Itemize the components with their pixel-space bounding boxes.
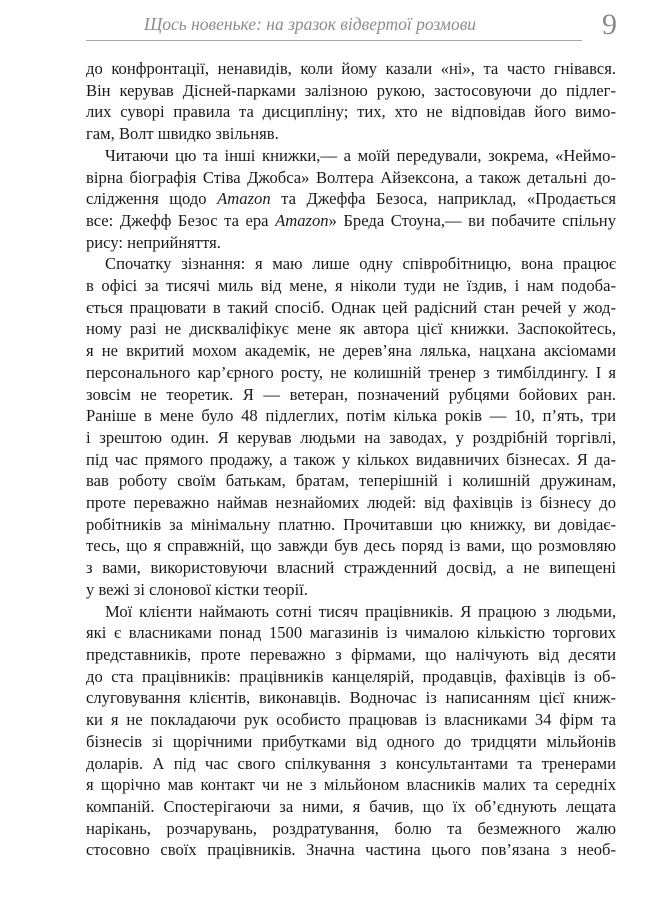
paragraph xyxy=(86,253,616,600)
text-line: Спочатку зізнання: я маю лише одну співробітницю, вона працює xyxy=(105,254,616,274)
text-line: проте переважно наймав незнайомих людей: від фахівців із бізнесу до xyxy=(86,493,616,513)
running-header xyxy=(86,8,582,41)
text-line: Він керував Дісней-парками залізною рукою, застосовуючи до підлег- xyxy=(86,80,616,100)
paragraph xyxy=(86,145,616,254)
text-line: вірна біографія Стіва Джобса» Волтера Айзексона, а також детальні до- xyxy=(86,167,616,187)
text-line: слідження щодо Amazon та Джеффа Безоса, наприклад, «Продається xyxy=(86,189,616,209)
text-line: ки я не покладаючи рук особисто працював із власниками 34 фірм та xyxy=(86,710,616,730)
body-text xyxy=(86,58,616,861)
text-line: і зрештою один. Я керував людьми на заводах, у роздрібній торгівлі, xyxy=(86,427,616,447)
text-line: які є власниками понад 1500 магазинів із чималою кількістю торгових xyxy=(86,623,616,643)
text-line: до ста працівників: працівників канцелярій, продавців, фахівців із об- xyxy=(86,666,616,686)
page-number: 9 xyxy=(602,8,617,41)
text-line: в офісі за тисячі миль від мене, я ніколи туди не їздив, і нам подоба- xyxy=(86,276,616,296)
text-line: лих суворі правила та дисципліну; тих, хто не відповідав його вимо- xyxy=(86,102,616,122)
text-line: нарікань, розчарувань, роздратування, болю та безмежного жалю xyxy=(86,818,616,838)
text-line: компаній. Спостерігаючи за ними, я бачив, що їх об’єднують лещата xyxy=(86,796,616,816)
text-line: до конфронтації, ненавидів, коли йому казали «ні», та часто гнівався. xyxy=(86,59,616,78)
text-line: ному разі не дискваліфікує мене як автора цієї книжки. Заспокойтесь, xyxy=(86,319,616,339)
text-line: у вежі зі слонової кістки теорії. xyxy=(86,579,308,599)
text-line: слуговування клієнтів, виконавців. Водночас із написанням цієї книж- xyxy=(86,688,616,708)
text-line: персонального кар’єрного росту, не колишній тренер з тимбілдингу. І я xyxy=(86,362,616,382)
text-line: доларів. А під час свого спілкування з консультантами та тренерами xyxy=(86,753,616,773)
text-line: робітників за мінімальну платню. Прочитавши цю книжку, ви довідає- xyxy=(86,514,616,534)
running-title: Щось новеньке: на зразок відвертої розмови xyxy=(144,14,477,34)
text-line: ється працювати в такий спосіб. Однак цей радісний стан речей у жод- xyxy=(86,297,616,317)
text-line: все: Джефф Безос та ера Amazon» Бреда Стоуна,— ви побачите спільну xyxy=(86,210,616,230)
text-line: тесь, що я справжній, що завжди був десь поряд із вами, що розмовляю xyxy=(86,536,616,556)
text-line: стосовно своїх працівників. Значна частина цього пов’язана з необ- xyxy=(86,840,616,860)
paragraph xyxy=(86,601,616,861)
paragraph xyxy=(86,58,616,145)
text-line: представників, проте переважно з фірмами, що налічують від десяти xyxy=(86,644,616,664)
text-line: бізнесів зі щорічними прибутками від одного до тридцяти мільйонів xyxy=(86,731,616,751)
text-line: зовсім не теоретик. Я — ветеран, позначений рубцями бойових ран. xyxy=(86,384,616,404)
text-line: Читаючи цю та інші книжки,— а моїй передували, зокрема, «Неймо- xyxy=(105,145,616,165)
text-line: я щорічно мав контакт чи не з мільйоном власників малих та середніх xyxy=(86,775,616,795)
text-line: Мої клієнти наймають сотні тисяч працівників. Я працюю з людьми, xyxy=(105,601,616,621)
text-line: під час прямого продажу, а також у кількох видавничих бізнесах. Я да- xyxy=(86,449,616,469)
text-line: Раніше в мене було 48 підлеглих, потім кілька років — 10, п’ять, три xyxy=(86,406,616,426)
text-line: гам, Волт швидко звільняв. xyxy=(86,124,279,144)
text-line: рису: неприйняття. xyxy=(86,232,221,252)
text-line: я не вкритий мохом академік, не дерев’яна лялька, нацхана аксіомами xyxy=(86,341,616,361)
text-line: вав роботу своїм батькам, братам, теперішній і колишній дружинам, xyxy=(86,471,616,491)
text-line: з вами, використовуючи власний стражденний досвід, а не випещені xyxy=(86,558,616,578)
